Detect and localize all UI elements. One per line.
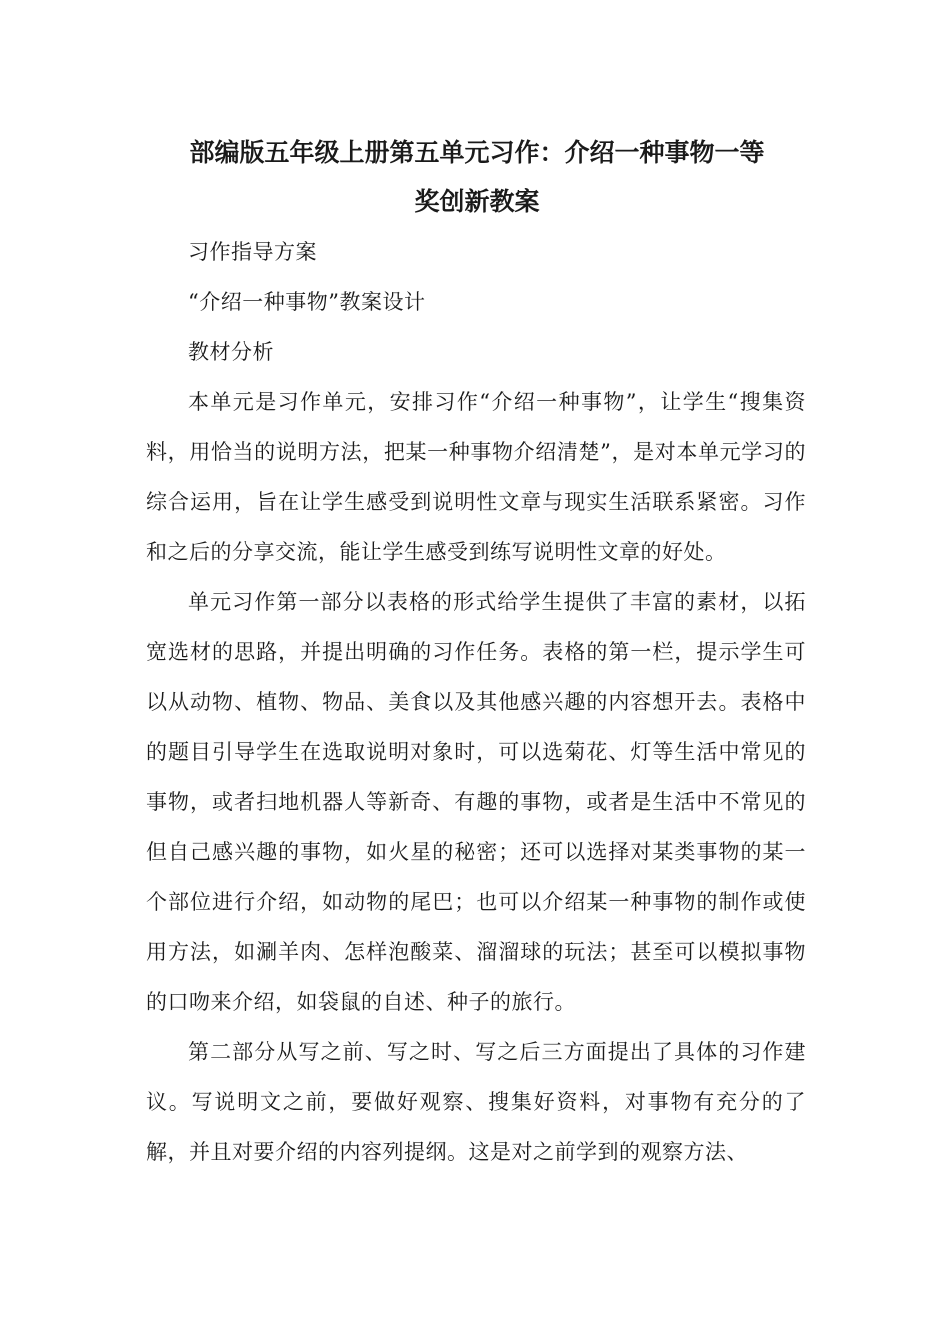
heading-guidance-plan: 习作指导方案	[188, 240, 317, 264]
document-title	[150, 128, 804, 226]
heading-lesson-design: “介绍一种事物”教案设计	[188, 290, 426, 314]
paragraph-part-two: 第二部分从写之前、写之时、写之后三方面提出了具体的习作建议。写说明文之前，要做好观察、搜集好资料，对事物有充分的了解，并且对要介绍的内容列提纲。这是对之前学到的观察方法、	[146, 1040, 806, 1164]
title-line-1: 部编版五年级上册第五单元习作：介绍一种事物一等	[189, 138, 765, 167]
paragraph-unit-overview: 本单元是习作单元，安排习作“介绍一种事物”，让学生“搜集资料，用恰当的说明方法，把某一种事物介绍清楚”，是对本单元学习的综合运用，旨在让学生感受到说明性文章与现实生活联系紧密。习作和之后的分享交流，能让学生感受到练写说明性文章的好处。	[146, 390, 806, 564]
paragraph-part-one: 单元习作第一部分以表格的形式给学生提供了丰富的素材，以拓宽选材的思路，并提出明确的习作任务。表格的第一栏，提示学生可以从动物、植物、物品、美食以及其他感兴趣的内容想开去。表格中的题目引导学生在选取说明对象时，可以选菊花、灯等生活中常见的事物，或者扫地机器人等新奇、有趣的事物，或者是生活中不常见的但自己感兴趣的事物，如火星的秘密；还可以选择对某类事物的某一个部位进行介绍，如动物的尾巴；也可以介绍某一种事物的制作或使用方法，如涮羊肉、怎样泡酸菜、溜溜球的玩法；甚至可以模拟事物的口吻来介绍，如袋鼠的自述、种子的旅行。	[146, 590, 806, 1014]
heading-material-analysis: 教材分析	[188, 340, 274, 364]
document-body	[146, 227, 806, 1177]
title-line-2: 奖创新教案	[414, 187, 540, 216]
